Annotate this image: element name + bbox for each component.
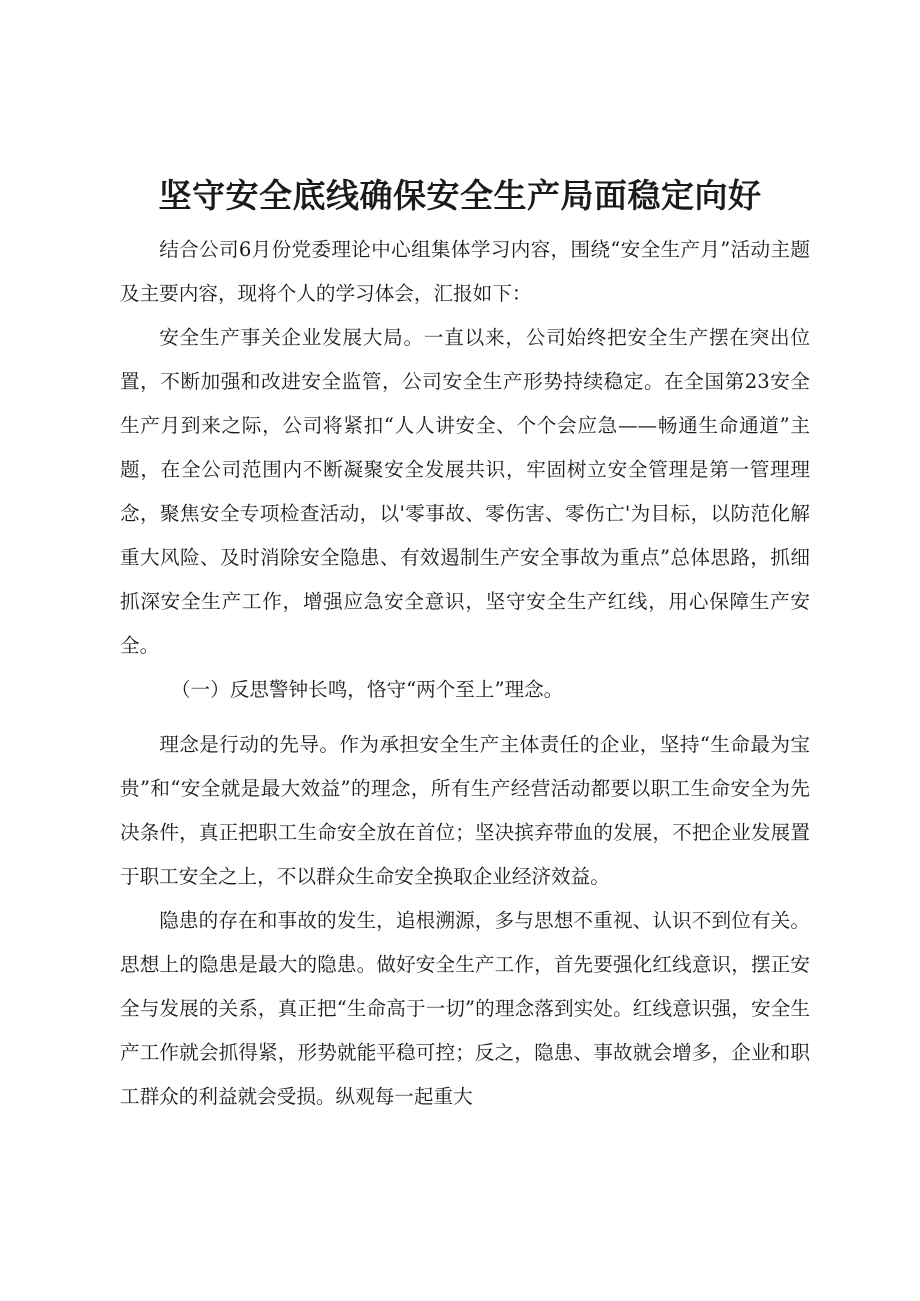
overview-paragraph: 安全生产事关企业发展大局。一直以来，公司始终把安全生产摆在突出位置，不断加强和改进安全监管，公司安全生产形势持续稳定。在全国第23安全生产月到来之际，公司将紧扣“人人讲安全、个个会应急——畅通生命通道”主题，在全公司范围内不断凝聚安全发展共识，牢固树立安全管理是第一管理理念，聚焦安全专项检查活动，以'零事故、零伤害、零伤亡'为目标，以防范化解重大风险、及时消除安全隐患、有效遏制生产安全事故为重点”总体思路，抓细抓深安全生产工作，增强应急安全意识，坚守安全生产红线，用心保障生产安全。 <box>120 326 810 657</box>
hazard-paragraph: 隐患的存在和事故的发生，追根溯源，多与思想不重视、认识不到位有关。思想上的隐患是最大的隐患。做好安全生产工作，首先要强化红线意识，摆正安全与发展的关系，真正把“生命高于一切”的理念落到实处。红线意识强，安全生产工作就会抓得紧，形势就能平稳可控；反之，隐患、事故就会增多，企业和职工群众的利益就会受损。纵观每一起重大 <box>120 909 810 1108</box>
intro-paragraph: 结合公司6月份党委理论中心组集体学习内容，围绕“安全生产月”活动主题及主要内容，现将个人的学习体会，汇报如下： <box>120 238 810 305</box>
concept-paragraph: 理念是行动的先导。作为承担安全生产主体责任的企业，坚持“生命最为宝贵”和“安全就是最大效益”的理念，所有生产经营活动都要以职工生命安全为先决条件，真正把职工生命安全放在首位；坚决摈弃带血的发展，不把企业发展置于职工安全之上，不以群众生命安全换取企业经济效益。 <box>120 733 810 888</box>
document-title: 坚守安全底线确保安全生产局面稳定向好 <box>158 176 762 215</box>
section-heading: （一）反思警钟长鸣，恪守“两个至上”理念。 <box>170 678 564 701</box>
document-body <box>120 228 810 1119</box>
